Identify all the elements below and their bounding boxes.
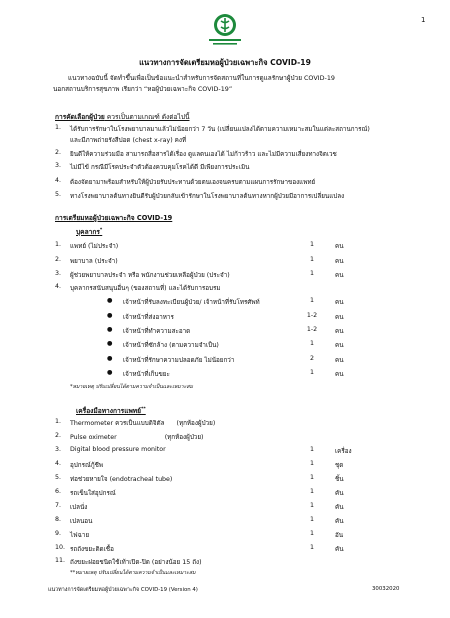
item-text: รถถังขยะติดเชื้อ: [70, 546, 114, 553]
footer-document-name: แนวทางการจัดเตรียมหอผู้ป่วยเฉพาะกิจ COVID-19 (Version 4): [48, 587, 198, 593]
item-number: 11.: [55, 557, 66, 564]
item-number: 8.: [55, 516, 62, 523]
staff-row: [55, 283, 425, 293]
item-text: ผู้ช่วยพยาบาลประจำ หรือ พนักงานช่วยเหลือผู้ป่วย (ประจำ): [70, 272, 230, 279]
heading-text: การคัดเลือกผู้ป่วย: [55, 113, 105, 121]
support-staff-row: [55, 312, 425, 322]
bullet-icon: ●: [107, 369, 113, 376]
item-text: รถเข็นใส่อุปกรณ์: [70, 490, 116, 497]
item-text: ได้รับการรักษาในโรงพยาบาลมาแล้วไม่น้อยกว่า 7 วัน (เปลี่ยนแปลงได้ตามความเหมาะสมในแต่ละสถานการณ์): [70, 126, 370, 133]
item-text: และมีภาพถ่ายรังสีปอด (chest x-ray) คงที่: [70, 137, 187, 144]
list-item: [55, 149, 425, 159]
item-quantity: 1: [309, 502, 314, 509]
intro-line: แนวทางฉบับนี้ จัดทำขึ้นเพื่อเป็นข้อแนะนำสำหรับการจัดสถานที่ในการดูแลรักษาผู้ป่วย COVID-19: [68, 74, 335, 82]
item-number: 3.: [55, 162, 62, 169]
intro-paragraph: [53, 73, 408, 95]
list-item: [55, 124, 425, 134]
item-number: 2.: [55, 149, 62, 156]
item-unit: คัน: [335, 504, 344, 511]
item-text: ต้องจัดยามาพร้อมสำหรับให้ผู้ป่วยรับประทานด้วยตนเองจนครบตามแผนการรักษาของแพทย์: [70, 179, 316, 186]
support-staff-row: [55, 369, 425, 379]
item-unit: คัน: [335, 546, 344, 553]
item-text: เจ้าหน้าที่รับลงทะเบียนผู้ป่วย/ เจ้าหน้าที่รับโทรศัพท์: [123, 299, 260, 306]
item-unit: คน: [335, 299, 344, 306]
list-item: [55, 191, 425, 201]
item-text: เจ้าหน้าที่ทำความสะอาด: [123, 328, 191, 335]
item-quantity: 1: [309, 460, 314, 467]
item-number: 10.: [55, 544, 66, 551]
item-quantity: 1: [309, 446, 314, 453]
staff-row: [55, 256, 425, 266]
item-unit: อัน: [335, 532, 344, 539]
item-quantity: 1: [309, 544, 314, 551]
item-text: เจ้าหน้าที่เก็บขยะ: [123, 371, 170, 378]
item-quantity: 1: [309, 488, 314, 495]
item-quantity: 1: [309, 270, 314, 277]
staff-heading: บุคลากร*: [76, 227, 103, 236]
support-staff-row: [55, 297, 425, 307]
document-title: แนวทางการจัดเตรียมหอผู้ป่วยเฉพาะกิจ COVID-19: [139, 58, 311, 67]
item-quantity: 1: [309, 241, 314, 248]
item-number: 1.: [55, 241, 62, 248]
list-item: [55, 135, 425, 145]
item-unit: คน: [335, 357, 344, 364]
item-text: ท่อช่วยหายใจ (endotracheal tube): [70, 476, 173, 483]
item-quantity: 1: [309, 530, 314, 537]
item-unit: ชิ้น: [335, 476, 344, 483]
bullet-icon: ●: [107, 312, 113, 319]
item-text: ไม่มีไข้ กรณีมีโรคประจำตัวต้องควบคุมโรคได้ดี มีเพียงการประเมิน: [70, 164, 250, 171]
equipment-footnote: **หมายเหตุ ปรับเปลี่ยนได้ตามความจำเป็นและเหมาะสม: [70, 570, 196, 576]
equipment-row: [55, 474, 425, 484]
item-number: 1.: [55, 418, 62, 425]
equipment-row: [55, 544, 425, 554]
item-unit: คน: [335, 243, 344, 250]
item-quantity: 1-2: [306, 326, 318, 333]
item-quantity: 1: [309, 516, 314, 523]
item-quantity: 1: [309, 369, 314, 376]
item-unit: คน: [335, 314, 344, 321]
item-unit: คน: [335, 258, 344, 265]
bullet-icon: ●: [107, 355, 113, 362]
item-text: Thermometer ควรเป็นแบบดิจิตัล (ทุกห้องผู้ป่วย): [70, 420, 216, 427]
equipment-row: [55, 446, 425, 456]
ministry-of-public-health-logo: [200, 12, 250, 48]
equipment-heading: เครื่องมือทางการแพทย์**: [76, 406, 146, 415]
item-text: พยาบาล (ประจำ): [70, 258, 118, 265]
item-number: 6.: [55, 488, 62, 495]
staff-row: [55, 241, 425, 251]
intro-line: นอกสถานบริการสุขภาพ เรียกว่า “หอผู้ป่วยเฉพาะกิจ COVID-19”: [53, 85, 233, 93]
item-text: ไฟฉาย: [70, 532, 90, 539]
equipment-row: [55, 460, 425, 470]
item-text: ยินดีให้ความร่วมมือ สามารถสื่อสารได้เรื่อง ดูแลตนเองได้ ไม่ก้าวร้าว และไม่มีความเสี่ยงทางจิตเวช: [70, 151, 337, 158]
item-number: 1.: [55, 124, 62, 131]
item-quantity: 1-2: [306, 312, 318, 319]
staff-row: [55, 270, 425, 280]
list-item: [55, 177, 425, 187]
bullet-icon: ●: [107, 326, 113, 333]
item-number: 4.: [55, 460, 62, 467]
item-unit: เครื่อง: [335, 448, 352, 455]
heading-rest: ควรเป็นตามเกณฑ์ ดังต่อไปนี้: [104, 113, 190, 121]
item-text: เปลนั่ง: [70, 504, 88, 511]
equipment-row: [55, 432, 425, 442]
equipment-row: [55, 557, 425, 567]
item-quantity: 1: [309, 474, 314, 481]
equipment-row: [55, 502, 425, 512]
item-text: บุคลากรสนับสนุนอื่นๆ (ของสถานที่) และได้รับการอบรม: [70, 285, 221, 292]
item-number: 2.: [55, 432, 62, 439]
item-quantity: 2: [309, 355, 314, 362]
equipment-row: [55, 488, 425, 498]
item-text: อุปกรณ์กู้ชีพ: [70, 462, 104, 469]
ward-preparation-heading: การเตรียมหอผู้ป่วยเฉพาะกิจ COVID-19: [55, 214, 173, 222]
item-text: เจ้าหน้าที่ซักล้าง (ตามความจำเป็น): [123, 342, 219, 349]
item-text: Digital blood pressure monitor: [70, 446, 166, 453]
item-quantity: 1: [309, 297, 314, 304]
item-unit: คน: [335, 371, 344, 378]
item-number: 2.: [55, 256, 62, 263]
item-quantity: 1: [309, 256, 314, 263]
item-number: 9.: [55, 530, 62, 537]
item-text: เปลนอน: [70, 518, 93, 525]
item-unit: คัน: [335, 490, 344, 497]
item-number: 3.: [55, 446, 62, 453]
patient-selection-heading: [55, 111, 190, 122]
bullet-icon: ●: [107, 340, 113, 347]
equipment-row: [55, 418, 425, 428]
item-number: 5.: [55, 474, 62, 481]
item-text: เจ้าหน้าที่รักษาความปลอดภัย ไม่น้อยกว่า: [123, 357, 235, 364]
support-staff-row: [55, 355, 425, 365]
list-item: [55, 162, 425, 172]
equipment-row: [55, 530, 425, 540]
item-quantity: 1: [309, 340, 314, 347]
support-staff-row: [55, 340, 425, 350]
equipment-row: [55, 516, 425, 526]
item-text: แพทย์ (ไม่ประจำ): [70, 243, 119, 250]
staff-footnote: *หมายเหตุ ปรับเปลี่ยนได้ตามความจำเป็นและเหมาะสม: [70, 384, 193, 390]
item-number: 4.: [55, 177, 62, 184]
bullet-icon: ●: [107, 297, 113, 304]
support-staff-row: [55, 326, 425, 336]
item-text: เจ้าหน้าที่ส่งอาหาร: [123, 314, 174, 321]
item-unit: คน: [335, 272, 344, 279]
item-number: 7.: [55, 502, 62, 509]
item-unit: คัน: [335, 518, 344, 525]
footer-version-date: 30032020: [372, 586, 400, 592]
item-number: 4.: [55, 283, 62, 290]
item-unit: ชุด: [335, 462, 344, 469]
item-text: ถังขยะฝอยชนิดใช้เท้าเปิด-ปิด (อย่างน้อย 15 ถัง): [70, 559, 202, 566]
item-text: ทางโรงพยาบาลต้นทางยินดีรับผู้ป่วยกลับเข้ารักษาในโรงพยาบาลต้นทางหากผู้ป่วยมีอาการเปลี่ยนแปลง: [70, 193, 345, 200]
item-unit: คน: [335, 342, 344, 349]
item-text: Pulse oximeter (ทุกห้องผู้ป่วย): [70, 434, 204, 441]
item-number: 3.: [55, 270, 62, 277]
item-number: 5.: [55, 191, 62, 198]
item-unit: คน: [335, 328, 344, 335]
page-number: 1: [421, 16, 426, 24]
